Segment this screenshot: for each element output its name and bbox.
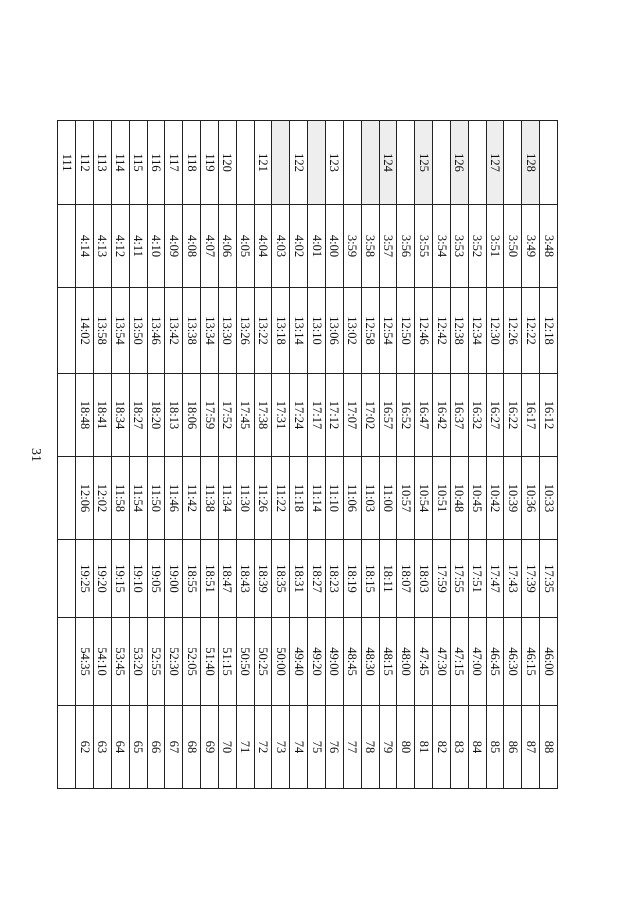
table-cell: 12:02 bbox=[94, 457, 112, 540]
table-cell bbox=[504, 121, 522, 205]
table-cell: 11:14 bbox=[308, 457, 326, 540]
table-cell: 16:22 bbox=[504, 374, 522, 457]
table-cell: 122 bbox=[290, 121, 308, 205]
table-cell: 11:38 bbox=[201, 457, 219, 540]
table-cell: 4:07 bbox=[201, 205, 219, 288]
table-cell: 13:38 bbox=[183, 288, 201, 374]
table-cell: 4:01 bbox=[308, 205, 326, 288]
table-cell: 50:00 bbox=[272, 618, 290, 706]
table-cell bbox=[58, 374, 76, 457]
table-cell: 3:51 bbox=[486, 205, 504, 288]
table-cell: 82 bbox=[433, 706, 451, 789]
table-cell: 123 bbox=[326, 121, 344, 205]
table-cell: 68 bbox=[183, 706, 201, 789]
table-cell: 111 bbox=[58, 121, 76, 205]
table-cell: 17:39 bbox=[522, 540, 540, 618]
table-cell: 11:34 bbox=[218, 457, 236, 540]
table-cell: 18:19 bbox=[343, 540, 361, 618]
table-cell: 83 bbox=[450, 706, 468, 789]
table-cell bbox=[58, 288, 76, 374]
table-cell: 16:17 bbox=[522, 374, 540, 457]
table-cell: 3:54 bbox=[433, 205, 451, 288]
table-rotation-wrapper bbox=[57, 120, 558, 788]
table-cell: 78 bbox=[361, 706, 379, 789]
table-cell: 18:41 bbox=[94, 374, 112, 457]
table-cell: 14:02 bbox=[76, 288, 94, 374]
table-cell: 18:23 bbox=[326, 540, 344, 618]
table-cell bbox=[58, 457, 76, 540]
table-cell: 11:30 bbox=[236, 457, 254, 540]
table-cell: 17:02 bbox=[361, 374, 379, 457]
table-cell: 19:10 bbox=[129, 540, 147, 618]
table-cell: 3:52 bbox=[468, 205, 486, 288]
table-cell: 4:14 bbox=[76, 205, 94, 288]
table-cell: 48:00 bbox=[397, 618, 415, 706]
table-cell: 67 bbox=[165, 706, 183, 789]
table-cell: 18:13 bbox=[165, 374, 183, 457]
table-cell: 19:20 bbox=[94, 540, 112, 618]
table-cell: 81 bbox=[415, 706, 433, 789]
table-cell: 17:43 bbox=[504, 540, 522, 618]
table-cell bbox=[397, 121, 415, 205]
table-cell: 18:27 bbox=[308, 540, 326, 618]
table-row bbox=[147, 121, 165, 789]
table-cell: 86 bbox=[504, 706, 522, 789]
table-cell: 12:34 bbox=[468, 288, 486, 374]
table-cell: 80 bbox=[397, 706, 415, 789]
table-row bbox=[58, 121, 76, 789]
table-cell: 12:22 bbox=[522, 288, 540, 374]
page-number: 31 bbox=[28, 448, 43, 462]
table-row bbox=[326, 121, 344, 789]
table-cell: 54:10 bbox=[94, 618, 112, 706]
table-row bbox=[272, 121, 290, 789]
table-cell: 79 bbox=[379, 706, 397, 789]
table-cell: 19:25 bbox=[76, 540, 94, 618]
table-cell: 17:24 bbox=[290, 374, 308, 457]
table-cell: 12:58 bbox=[361, 288, 379, 374]
table-cell: 118 bbox=[183, 121, 201, 205]
table-cell: 11:50 bbox=[147, 457, 165, 540]
table-row bbox=[111, 121, 129, 789]
table-cell bbox=[272, 121, 290, 205]
table-cell: 13:42 bbox=[165, 288, 183, 374]
table-cell: 17:35 bbox=[540, 540, 558, 618]
table-cell: 46:15 bbox=[522, 618, 540, 706]
table-cell: 88 bbox=[540, 706, 558, 789]
table-row bbox=[218, 121, 236, 789]
table-cell: 19:05 bbox=[147, 540, 165, 618]
table-cell: 16:42 bbox=[433, 374, 451, 457]
table-cell: 3:55 bbox=[415, 205, 433, 288]
table-cell bbox=[236, 121, 254, 205]
table-cell bbox=[468, 121, 486, 205]
table-cell: 12:38 bbox=[450, 288, 468, 374]
table-cell: 10:42 bbox=[486, 457, 504, 540]
table-cell: 3:49 bbox=[522, 205, 540, 288]
table-row bbox=[361, 121, 379, 789]
table-cell: 52:55 bbox=[147, 618, 165, 706]
table-row bbox=[522, 121, 540, 789]
table-cell: 17:17 bbox=[308, 374, 326, 457]
table-row bbox=[486, 121, 504, 789]
table-cell: 4:03 bbox=[272, 205, 290, 288]
table-cell: 11:58 bbox=[111, 457, 129, 540]
table-cell: 18:20 bbox=[147, 374, 165, 457]
table-cell: 18:07 bbox=[397, 540, 415, 618]
table-cell: 18:15 bbox=[361, 540, 379, 618]
table-cell: 11:00 bbox=[379, 457, 397, 540]
table-cell: 4:09 bbox=[165, 205, 183, 288]
table-cell: 10:45 bbox=[468, 457, 486, 540]
table-cell: 4:00 bbox=[326, 205, 344, 288]
table-cell: 17:31 bbox=[272, 374, 290, 457]
table-cell: 18:03 bbox=[415, 540, 433, 618]
table-cell: 46:45 bbox=[486, 618, 504, 706]
table-cell: 18:31 bbox=[290, 540, 308, 618]
table-cell: 13:26 bbox=[236, 288, 254, 374]
table-cell: 18:47 bbox=[218, 540, 236, 618]
table-cell: 117 bbox=[165, 121, 183, 205]
table-row bbox=[76, 121, 94, 789]
table-row bbox=[290, 121, 308, 789]
table-cell: 71 bbox=[236, 706, 254, 789]
table-row bbox=[129, 121, 147, 789]
table-cell: 53:20 bbox=[129, 618, 147, 706]
table-cell: 84 bbox=[468, 706, 486, 789]
table-cell: 17:07 bbox=[343, 374, 361, 457]
table-cell: 10:36 bbox=[522, 457, 540, 540]
table-cell: 53:45 bbox=[111, 618, 129, 706]
table-cell: 12:54 bbox=[379, 288, 397, 374]
table-cell: 16:52 bbox=[397, 374, 415, 457]
table-cell: 4:04 bbox=[254, 205, 272, 288]
table-cell: 125 bbox=[415, 121, 433, 205]
table-cell: 12:26 bbox=[504, 288, 522, 374]
table-cell: 85 bbox=[486, 706, 504, 789]
table-cell: 73 bbox=[272, 706, 290, 789]
table-cell: 17:52 bbox=[218, 374, 236, 457]
table-cell: 18:27 bbox=[129, 374, 147, 457]
table-cell: 18:55 bbox=[183, 540, 201, 618]
table-cell: 87 bbox=[522, 706, 540, 789]
table-cell: 18:34 bbox=[111, 374, 129, 457]
table-cell: 51:40 bbox=[201, 618, 219, 706]
table-cell: 13:30 bbox=[218, 288, 236, 374]
table-cell bbox=[433, 121, 451, 205]
table-cell bbox=[361, 121, 379, 205]
table-row bbox=[94, 121, 112, 789]
table-cell: 11:22 bbox=[272, 457, 290, 540]
table-cell: 116 bbox=[147, 121, 165, 205]
table-body bbox=[58, 121, 558, 789]
table-cell: 17:59 bbox=[201, 374, 219, 457]
table-cell: 10:33 bbox=[540, 457, 558, 540]
table-cell: 13:54 bbox=[111, 288, 129, 374]
table-row bbox=[379, 121, 397, 789]
table-cell: 11:42 bbox=[183, 457, 201, 540]
table-row bbox=[308, 121, 326, 789]
table-cell: 13:22 bbox=[254, 288, 272, 374]
table-cell bbox=[58, 205, 76, 288]
table-cell: 10:57 bbox=[397, 457, 415, 540]
table-cell: 119 bbox=[201, 121, 219, 205]
table-cell: 54:35 bbox=[76, 618, 94, 706]
table-cell: 11:18 bbox=[290, 457, 308, 540]
table-cell: 13:34 bbox=[201, 288, 219, 374]
table-cell: 16:47 bbox=[415, 374, 433, 457]
table-cell: 52:05 bbox=[183, 618, 201, 706]
table-cell: 17:12 bbox=[326, 374, 344, 457]
table-cell: 50:25 bbox=[254, 618, 272, 706]
table-row bbox=[450, 121, 468, 789]
table-cell: 72 bbox=[254, 706, 272, 789]
table-cell: 17:45 bbox=[236, 374, 254, 457]
table-row bbox=[236, 121, 254, 789]
table-cell: 4:10 bbox=[147, 205, 165, 288]
table-cell: 18:11 bbox=[379, 540, 397, 618]
table-cell: 11:54 bbox=[129, 457, 147, 540]
table-cell: 4:13 bbox=[94, 205, 112, 288]
table-cell: 3:48 bbox=[540, 205, 558, 288]
table-cell: 115 bbox=[129, 121, 147, 205]
table-cell: 19:00 bbox=[165, 540, 183, 618]
table-cell: 121 bbox=[254, 121, 272, 205]
table-cell: 49:00 bbox=[326, 618, 344, 706]
table-cell: 46:30 bbox=[504, 618, 522, 706]
table-cell: 4:05 bbox=[236, 205, 254, 288]
table-cell: 18:43 bbox=[236, 540, 254, 618]
table-cell: 12:50 bbox=[397, 288, 415, 374]
table-cell bbox=[58, 540, 76, 618]
table-cell: 13:14 bbox=[290, 288, 308, 374]
table-cell: 17:38 bbox=[254, 374, 272, 457]
table-cell bbox=[308, 121, 326, 205]
table-row bbox=[540, 121, 558, 789]
table-cell: 49:20 bbox=[308, 618, 326, 706]
table-row bbox=[343, 121, 361, 789]
table-cell: 16:27 bbox=[486, 374, 504, 457]
table-cell: 11:06 bbox=[343, 457, 361, 540]
table-cell: 47:15 bbox=[450, 618, 468, 706]
table-cell: 48:45 bbox=[343, 618, 361, 706]
table-cell: 74 bbox=[290, 706, 308, 789]
table-cell: 47:45 bbox=[415, 618, 433, 706]
table-cell: 18:39 bbox=[254, 540, 272, 618]
table-cell: 10:51 bbox=[433, 457, 451, 540]
table-cell: 48:30 bbox=[361, 618, 379, 706]
table-cell: 114 bbox=[111, 121, 129, 205]
table-cell: 112 bbox=[76, 121, 94, 205]
rotated-table-container bbox=[57, 120, 558, 788]
table-row bbox=[504, 121, 522, 789]
norms-table bbox=[57, 120, 558, 789]
table-row bbox=[468, 121, 486, 789]
table-cell: 62 bbox=[76, 706, 94, 789]
table-cell: 50:50 bbox=[236, 618, 254, 706]
table-cell: 3:58 bbox=[361, 205, 379, 288]
table-cell bbox=[343, 121, 361, 205]
table-cell: 16:32 bbox=[468, 374, 486, 457]
table-cell: 13:06 bbox=[326, 288, 344, 374]
table-row bbox=[183, 121, 201, 789]
table-cell: 10:39 bbox=[504, 457, 522, 540]
table-cell: 12:30 bbox=[486, 288, 504, 374]
table-cell: 3:56 bbox=[397, 205, 415, 288]
table-cell bbox=[58, 618, 76, 706]
table-cell: 48:15 bbox=[379, 618, 397, 706]
table-row bbox=[433, 121, 451, 789]
table-row bbox=[201, 121, 219, 789]
table-cell: 11:46 bbox=[165, 457, 183, 540]
table-cell: 4:08 bbox=[183, 205, 201, 288]
table-cell: 17:59 bbox=[433, 540, 451, 618]
table-cell: 128 bbox=[522, 121, 540, 205]
table-cell: 4:12 bbox=[111, 205, 129, 288]
table-cell bbox=[540, 121, 558, 205]
table-cell: 51:15 bbox=[218, 618, 236, 706]
table-cell: 13:46 bbox=[147, 288, 165, 374]
table-cell: 3:59 bbox=[343, 205, 361, 288]
table-cell: 49:40 bbox=[290, 618, 308, 706]
table-cell: 113 bbox=[94, 121, 112, 205]
table-row bbox=[254, 121, 272, 789]
table-cell: 18:51 bbox=[201, 540, 219, 618]
table-cell: 66 bbox=[147, 706, 165, 789]
table-cell: 124 bbox=[379, 121, 397, 205]
table-cell: 17:51 bbox=[468, 540, 486, 618]
table-cell: 12:42 bbox=[433, 288, 451, 374]
table-cell: 126 bbox=[450, 121, 468, 205]
table-row bbox=[397, 121, 415, 789]
table-cell: 127 bbox=[486, 121, 504, 205]
table-cell: 19:15 bbox=[111, 540, 129, 618]
table-cell: 11:03 bbox=[361, 457, 379, 540]
table-cell: 69 bbox=[201, 706, 219, 789]
table-cell: 4:02 bbox=[290, 205, 308, 288]
table-cell: 12:46 bbox=[415, 288, 433, 374]
table-cell: 120 bbox=[218, 121, 236, 205]
table-cell: 17:47 bbox=[486, 540, 504, 618]
table-cell: 16:12 bbox=[540, 374, 558, 457]
table-cell: 18:48 bbox=[76, 374, 94, 457]
table-cell: 46:00 bbox=[540, 618, 558, 706]
table-cell: 13:50 bbox=[129, 288, 147, 374]
table-cell: 47:00 bbox=[468, 618, 486, 706]
table-cell: 18:35 bbox=[272, 540, 290, 618]
table-cell: 11:26 bbox=[254, 457, 272, 540]
table-cell: 13:18 bbox=[272, 288, 290, 374]
table-cell: 13:58 bbox=[94, 288, 112, 374]
table-cell: 3:50 bbox=[504, 205, 522, 288]
table-cell: 63 bbox=[94, 706, 112, 789]
table-row bbox=[415, 121, 433, 789]
table-cell: 64 bbox=[111, 706, 129, 789]
table-cell: 76 bbox=[326, 706, 344, 789]
table-cell bbox=[58, 706, 76, 789]
table-cell: 70 bbox=[218, 706, 236, 789]
table-cell: 12:06 bbox=[76, 457, 94, 540]
table-cell: 75 bbox=[308, 706, 326, 789]
table-cell: 3:53 bbox=[450, 205, 468, 288]
table-cell: 77 bbox=[343, 706, 361, 789]
table-cell: 4:06 bbox=[218, 205, 236, 288]
table-cell: 65 bbox=[129, 706, 147, 789]
table-cell: 52:30 bbox=[165, 618, 183, 706]
table-cell: 10:54 bbox=[415, 457, 433, 540]
table-cell: 18:06 bbox=[183, 374, 201, 457]
table-cell: 13:10 bbox=[308, 288, 326, 374]
table-cell: 11:10 bbox=[326, 457, 344, 540]
table-cell: 16:57 bbox=[379, 374, 397, 457]
table-cell: 13:02 bbox=[343, 288, 361, 374]
table-row bbox=[165, 121, 183, 789]
table-cell: 10:48 bbox=[450, 457, 468, 540]
table-cell: 4:11 bbox=[129, 205, 147, 288]
table-cell: 12:18 bbox=[540, 288, 558, 374]
table-cell: 47:30 bbox=[433, 618, 451, 706]
table-cell: 17:55 bbox=[450, 540, 468, 618]
table-cell: 16:37 bbox=[450, 374, 468, 457]
table-cell: 3:57 bbox=[379, 205, 397, 288]
